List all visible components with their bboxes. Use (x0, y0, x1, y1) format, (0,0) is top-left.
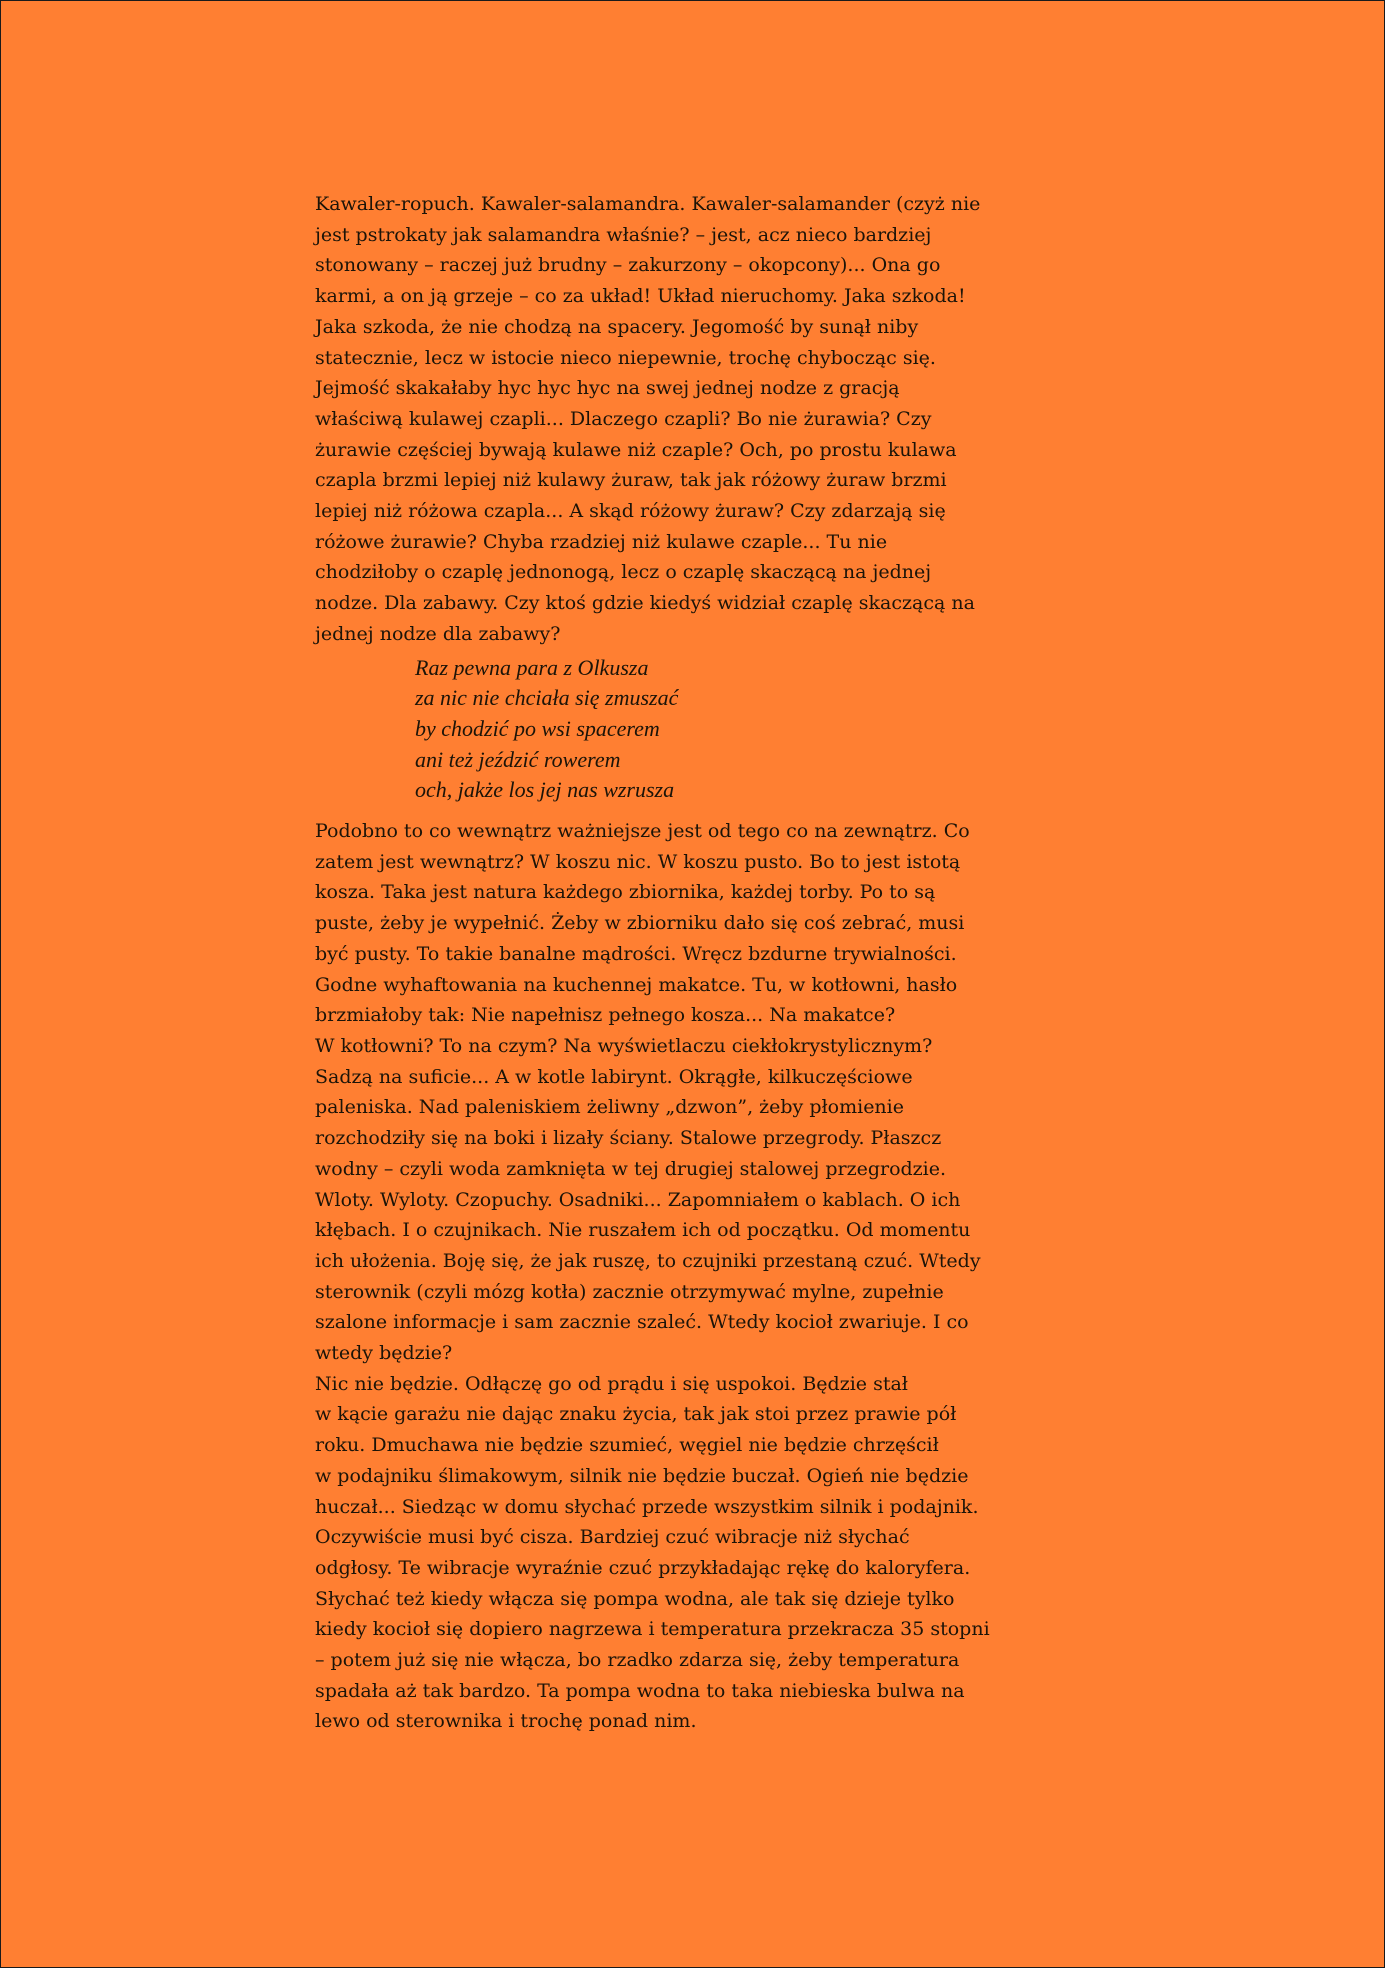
text-line: wodny – czyli woda zamknięta w tej drugiej stalowej przegrodzie. (315, 1157, 947, 1180)
text-line: karmi, a on ją grzeje – co za układ! Układ nieruchomy. Jaka szkoda! (315, 285, 966, 308)
text-line: brzmiałoby tak: Nie napełnisz pełnego kosza... Na makatce? (315, 1004, 896, 1027)
text-line: Wloty. Wyloty. Czopuchy. Osadniki... Zapomniałem o kablach. O ich (315, 1188, 961, 1211)
paragraph-2 (315, 816, 1085, 1369)
text-line: szalone informacje i sam zacznie szaleć. Wtedy kocioł zwariuje. I co (315, 1311, 969, 1334)
text-line: stonowany – raczej już brudny – zakurzony – okopcony)... Ona go (315, 254, 941, 277)
text-line: Słychać też kiedy włącza się pompa wodna, ale tak się dzieje tylko (315, 1587, 955, 1610)
text-line: w kącie garażu nie dając znaku życia, tak jak stoi przez prawie pół (315, 1403, 957, 1426)
text-line: nodze. Dla zabawy. Czy ktoś gdzie kiedyś widział czaplę skaczącą na (315, 592, 975, 615)
text-line: Kawaler-ropuch. Kawaler-salamandra. Kawaler-salamander (czyż nie (315, 193, 981, 215)
paragraph-3 (315, 1369, 1085, 1737)
text-line: sterownik (czyli mózg kotła) zacznie otrzymywać mylne, zupełnie (315, 1280, 944, 1303)
text-line: kłębach. I o czujnikach. Nie ruszałem ich od początku. Od momentu (315, 1219, 971, 1242)
text-line: Oczywiście musi być cisza. Bardziej czuć wibracje niż słychać (315, 1526, 910, 1549)
text-line: żurawie częściej bywają kulawe niż czaple? Och, po prostu kulawa (315, 438, 957, 461)
text-line: Godne wyhaftowania na kuchennej makatce. Tu, w kotłowni, hasło (315, 973, 958, 996)
text-block (315, 189, 1085, 1737)
text-line: w podajniku ślimakowym, silnik nie będzie buczał. Ogień nie będzie (315, 1464, 969, 1487)
verse-line: by chodzić po wsi spacerem (415, 715, 660, 741)
text-line: jednej nodze dla zabawy? (315, 622, 561, 645)
text-line: Nic nie będzie. Odłączę go od prądu i się uspokoi. Będzie stał (315, 1372, 908, 1395)
text-line: statecznie, lecz w istocie nieco niepewnie, trochę chybocząc się. (315, 346, 936, 369)
text-line: właściwą kulawej czapli... Dlaczego czapli? Bo nie żurawia? Czy (315, 407, 932, 430)
text-line: jest pstrokaty jak salamandra właśnie? – jest, acz nieco bardziej (315, 223, 932, 246)
text-line: spadała aż tak bardzo. Ta pompa wodna to taka niebieska bulwa na (315, 1679, 965, 1702)
text-line: huczał... Siedząc w domu słychać przede wszystkim silnik i podajnik. (315, 1495, 979, 1518)
text-line: puste, żeby je wypełnić. Żeby w zbiorniku dało się coś zebrać, musi (315, 912, 965, 935)
verse-line: Raz pewna para z Olkusza (415, 654, 649, 680)
text-line: być pusty. To takie banalne mądrości. Wręcz bzdurne trywialności. (315, 942, 957, 965)
verse (415, 653, 1085, 807)
verse-line: ani też jeździć rowerem (415, 746, 621, 772)
text-line: zatem jest wewnątrz? W koszu nic. W koszu pusto. Bo to jest istotą (315, 850, 961, 873)
text-line: czapla brzmi lepiej niż kulawy żuraw, tak jak różowy żuraw brzmi (315, 469, 947, 492)
text-line: paleniska. Nad paleniskiem żeliwny „dzwon”, żeby płomienie (315, 1096, 904, 1119)
text-line: wtedy będzie? (315, 1342, 453, 1365)
text-line: różowe żurawie? Chyba rzadziej niż kulawe czaple... Tu nie (315, 530, 888, 553)
text-line: kosza. Taka jest natura każdego zbiornika, każdej torby. Po to są (315, 881, 936, 904)
text-line: W kotłowni? To na czym? Na wyświetlaczu ciekłokrystylicznym? (315, 1034, 933, 1057)
text-line: lewo od sterownika i trochę ponad nim. (315, 1710, 697, 1733)
text-line: – potem już się nie włącza, bo rzadko zdarza się, żeby temperatura (315, 1649, 960, 1672)
verse-line: och, jakże los jej nas wzrusza (415, 777, 675, 803)
text-line: Podobno to co wewnątrz ważniejsze jest od tego co na zewnątrz. Co (315, 820, 970, 843)
text-line: ich ułożenia. Boję się, że jak ruszę, to czujniki przestaną czuć. Wtedy (315, 1249, 981, 1272)
text-line: kiedy kocioł się dopiero nagrzewa i temperatura przekracza 35 stopni (315, 1618, 990, 1641)
text-line: rozchodziły się na boki i lizały ściany. Stalowe przegrody. Płaszcz (315, 1127, 942, 1150)
verse-line: za nic nie chciała się zmuszać (415, 685, 679, 711)
text-line: Jaka szkoda, że nie chodzą na spacery. Jegomość by sunął niby (315, 315, 919, 338)
paragraph-1 (315, 189, 1085, 650)
text-line: chodziłoby o czaplę jednonogą, lecz o czaplę skaczącą na jednej (315, 561, 932, 584)
text-line: odgłosy. Te wibracje wyraźnie czuć przykładając rękę do kaloryfera. (315, 1556, 971, 1579)
text-line: Sadzą na suficie... A w kotle labirynt. Okrągłe, kilkuczęściowe (315, 1065, 913, 1088)
text-line: lepiej niż różowa czapla... A skąd różowy żuraw? Czy zdarzają się (315, 500, 946, 523)
text-line: Jejmość skakałaby hyc hyc hyc na swej jednej nodze z gracją (315, 377, 900, 400)
text-line: roku. Dmuchawa nie będzie szumieć, węgiel nie będzie chrzęścił (315, 1434, 939, 1457)
